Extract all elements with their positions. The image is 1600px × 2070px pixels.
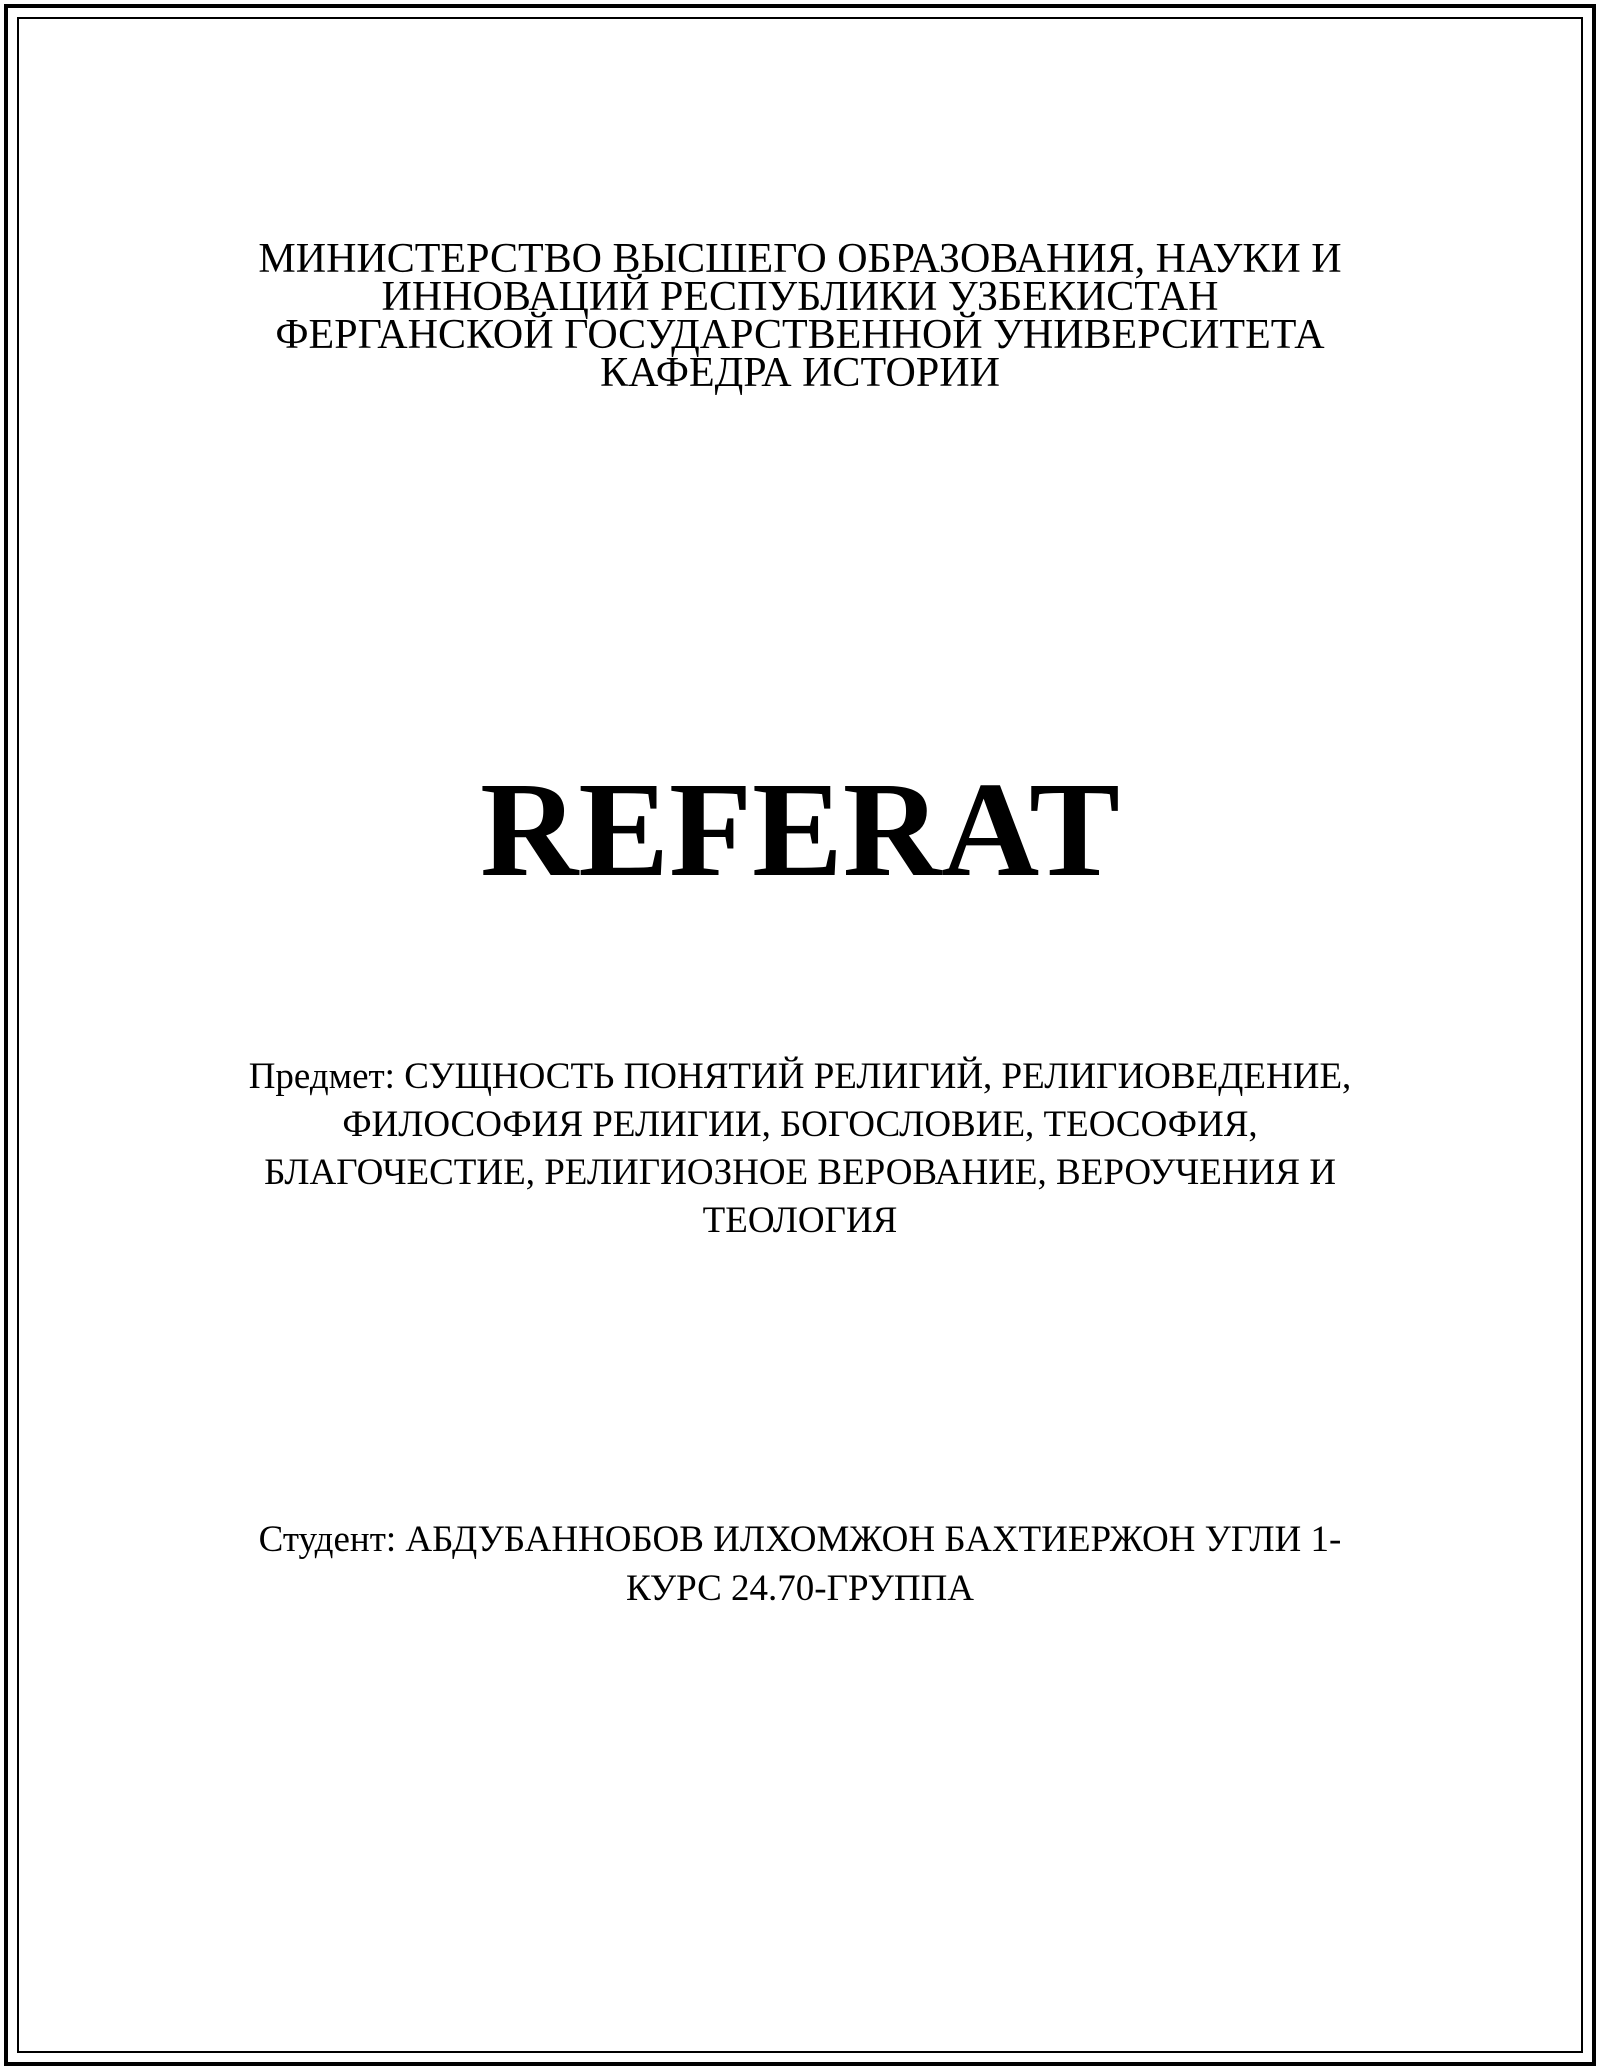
- header-line-republic: ИННОВАЦИЙ РЕСПУБЛИКИ УЗБЕКИСТАН: [381, 274, 1219, 320]
- institution-header: [0, 236, 1600, 396]
- header-line-department: КАФЕДРА ИСТОРИИ: [600, 350, 1000, 396]
- document-title: REFERAT: [480, 755, 1120, 905]
- subject-line: ФИЛОСОФИЯ РЕЛИГИИ, БОГОСЛОВИЕ, ТЕОСОФИЯ,: [342, 1104, 1258, 1145]
- header-line-university: ФЕРГАНСКОЙ ГОСУДАРСТВЕННОЙ УНИВЕРСИТЕТА: [275, 312, 1325, 358]
- student-line: Студент: АБДУБАННОБОВ ИЛХОМЖОН БАХТИЕРЖОН УГЛИ 1-: [258, 1519, 1342, 1560]
- subject-line: БЛАГОЧЕСТИЕ, РЕЛИГИОЗНОЕ ВЕРОВАНИЕ, ВЕРОУЧЕНИЯ И: [264, 1152, 1336, 1193]
- header-line-ministry: МИНИСТЕРСТВО ВЫСШЕГО ОБРАЗОВАНИЯ, НАУКИ И: [258, 236, 1342, 282]
- subject-line: ТЕОЛОГИЯ: [702, 1200, 898, 1241]
- student-block: [0, 1515, 1600, 1613]
- student-line: КУРС 24.70-ГРУППА: [625, 1568, 975, 1609]
- subject-block: [0, 1053, 1600, 1245]
- subject-line: Предмет: СУЩНОСТЬ ПОНЯТИЙ РЕЛИГИЙ, РЕЛИГИОВЕДЕНИЕ,: [248, 1056, 1352, 1097]
